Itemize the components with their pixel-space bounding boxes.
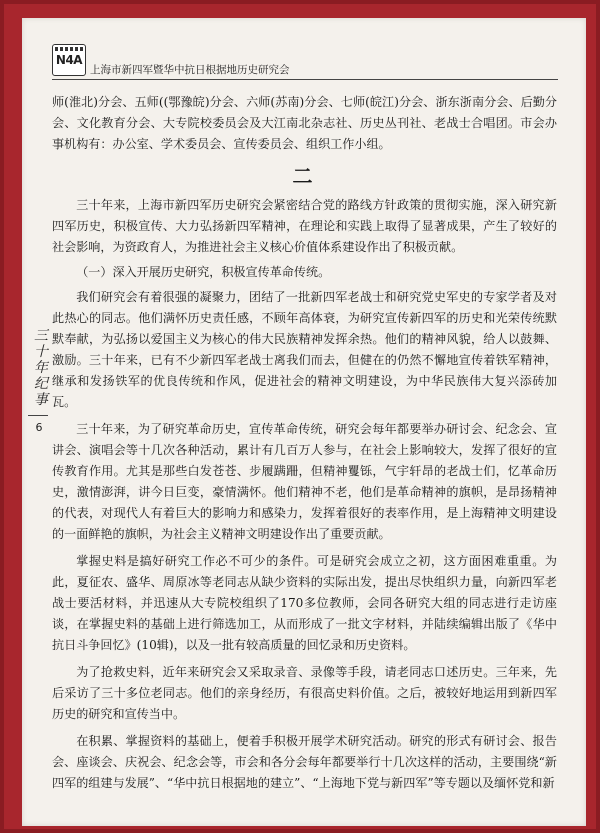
side-title xyxy=(30,328,52,408)
logo-text: N4A xyxy=(55,53,83,67)
side-title-char: 事 xyxy=(34,392,48,408)
paragraph: 我们研究会有着很强的凝聚力，团结了一批新四军老战士和研究党史军史的专家学者及对此热心的同志。他们满怀历史责任感，不顾年高体衰，为研究宣传新四军的历史和光荣传统默默奉献，为弘扬以爱国主义为核心的伟大民族精神发挥余热。他们的精神风貌，给人以鼓舞、激励。三十年来，已有不少新四军老战士离我们而去，但健在的仍然不懈地宣传着铁军精神，继承和发扬铁军的优良传统和作风，促进社会的精神文明建设，为中华民族伟大复兴添砖加瓦。 xyxy=(52,290,557,409)
side-title-char: 年 xyxy=(34,360,48,376)
org-title: 上海市新四军暨华中抗日根据地历史研究会 xyxy=(90,64,290,76)
side-title-char: 十 xyxy=(34,344,48,360)
paragraph: 掌握史料是搞好研究工作必不可少的条件。可是研究会成立之初，这方面困难重重。为此，夏征农、盛华、周原冰等老同志从缺少资料的实际出发，提出尽快组织力量，向新四军老战士要活材料，并迅速从大专院校组织了170多位教师，会同各研究大组的同志进行走访座谈，在掌握史料的基础上进行筛选加工，从而形成了一批文字材料，并陆续编辑出版了《华中抗日斗争回忆》(10辑)，以及一批有较高质量的回忆录和历史资料。 xyxy=(52,554,557,652)
logo-stripe xyxy=(55,47,83,51)
paragraph: 三十年来，上海市新四军历史研究会紧密结合党的路线方针政策的贯彻实施，深入研究新四军历史，积极宣传、大力弘扬新四军精神，在理论和实践上取得了显著成果，产生了较好的社会影响，为资政育人，为推进社会主义核心价值体系建设作出了积极贡献。 xyxy=(52,198,557,254)
header-rule xyxy=(52,79,558,80)
paragraph: 师(淮北)分会、五师((鄂豫皖)分会、六师(苏南)分会、七师(皖江)分会、浙东浙南分会、后勤分会、文化教育分会、大专院校委员会及大江南北杂志社、历史丛刊社、老战士合唱团。市会办事机构有：办公室、学术委员会、宣传委员会、组织工作小组。 xyxy=(52,95,557,151)
side-title-char: 纪 xyxy=(34,376,48,392)
body-text xyxy=(52,92,557,798)
section-heading: 二 xyxy=(292,164,317,188)
n4a-logo xyxy=(52,44,86,76)
subsection-heading: （一）深入开展历史研究，积极宣传革命传统。 xyxy=(76,265,331,279)
side-rule xyxy=(28,415,48,416)
paragraph: 在积累、掌握资料的基础上，便着手积极开展学术研究活动。研究的形式有研讨会、报告会、座谈会、庆祝会、纪念会等，市会和各分会每年都要举行十几次这样的活动，主要围绕“新四军的组建与发展”、“华中抗日根据地的建立”、“上海地下党与新四军”等专题以及缅怀党和新 xyxy=(52,734,557,790)
page-header xyxy=(52,40,552,80)
paragraph: 三十年来，为了研究革命历史，宣传革命传统，研究会每年都要举办研讨会、纪念会、宣讲会、演唱会等十几次各种活动，累计有几百万人参与，在社会上影响较大，发挥了很好的宣传教育作用。尤其是那些白发苍苍、步履蹒跚，但精神矍铄，气宇轩昂的老战士们，忆革命历史，激情澎湃，讲今日巨变，豪情满怀。他们精神不老，他们是革命精神的旗帜，是昂扬精神的代表，对现代人有着巨大的影响力和感染力，发挥着很好的表率作用，是上海精神文明建设的一面鲜艳的旗帜，为社会主义精神文明建设作出了重要贡献。 xyxy=(52,422,557,541)
page-number: 6 xyxy=(35,421,43,434)
side-title-char: 三 xyxy=(34,328,48,344)
paragraph: 为了抢救史料，近年来研究会又采取录音、录像等手段，请老同志口述历史。三年来，先后采访了三十多位老同志。他们的亲身经历，有很高史料价值。之后，被较好地运用到新四军历史的研究和宣传当中。 xyxy=(52,665,557,721)
